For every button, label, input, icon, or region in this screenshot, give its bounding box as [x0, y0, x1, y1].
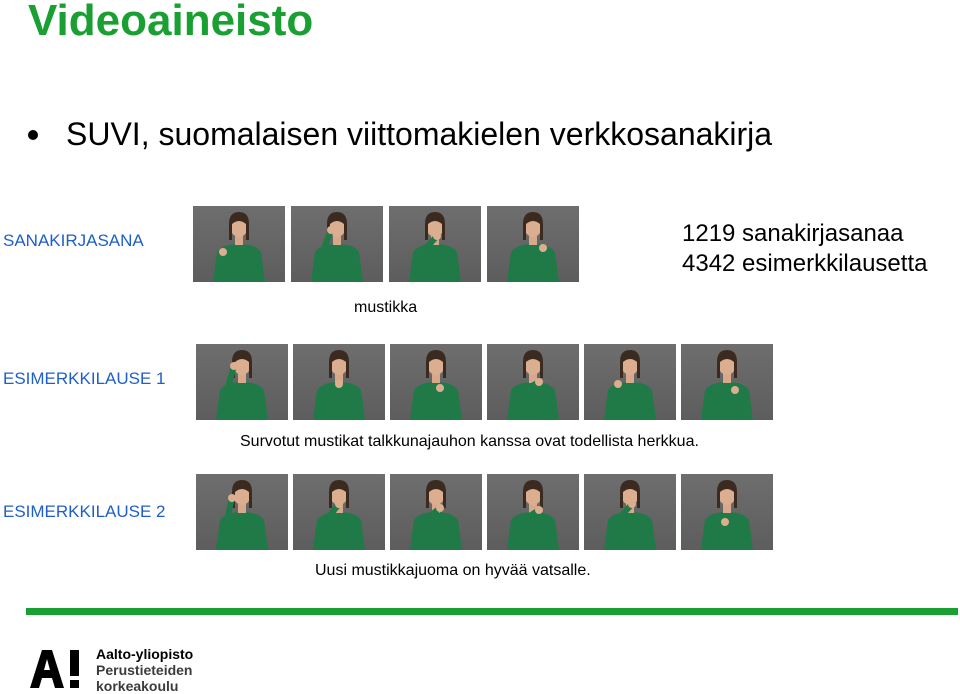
video-frame — [196, 344, 288, 420]
video-frame — [389, 206, 481, 282]
bullet-item — [28, 116, 772, 153]
video-frame — [291, 206, 383, 282]
video-frame — [390, 474, 482, 550]
bullet-dot-icon — [28, 130, 38, 140]
video-frame — [681, 344, 773, 420]
video-frame — [584, 344, 676, 420]
slide-title: Videoaineisto — [28, 0, 314, 45]
logo-line-3: korkeakoulu — [96, 678, 179, 694]
example-2-video-frames — [196, 474, 773, 550]
example-sentence-2-label: ESIMERKKILAUSE 2 — [3, 502, 166, 521]
video-frame — [196, 474, 288, 550]
example-1-video-frames — [196, 344, 773, 420]
footer-divider — [26, 608, 958, 615]
video-frame — [390, 344, 482, 420]
video-frame — [193, 206, 285, 282]
logo-line-2: Perustieteiden — [96, 662, 193, 678]
video-frame — [681, 474, 773, 550]
university-name — [96, 646, 193, 694]
dictionary-video-frames — [193, 206, 579, 282]
video-frame — [293, 474, 385, 550]
bullet-text: SUVI, suomalaisen viittomakielen verkkosanakirja — [66, 116, 773, 152]
dictionary-word-label: SANAKIRJASANA — [3, 231, 144, 250]
example-sentence-1-caption: Survotut mustikat talkkunajauhon kanssa ovat todellista herkkua. — [240, 433, 699, 450]
video-frame — [584, 474, 676, 550]
stat-words: 1219 sanakirjasanaa — [682, 220, 904, 247]
example-sentence-2-caption: Uusi mustikkajuoma on hyvää vatsalle. — [315, 562, 591, 579]
video-frame — [293, 344, 385, 420]
video-frame — [487, 474, 579, 550]
example-sentence-1-label: ESIMERKKILAUSE 1 — [3, 369, 166, 388]
dictionary-word-caption: mustikka — [354, 299, 418, 316]
video-frame — [487, 206, 579, 282]
dictionary-stats — [682, 219, 927, 279]
stat-sentences: 4342 esimerkkilausetta — [682, 250, 928, 277]
video-frame — [487, 344, 579, 420]
logo-line-1: Aalto-yliopisto — [96, 646, 194, 662]
aalto-logo-icon — [28, 646, 88, 690]
